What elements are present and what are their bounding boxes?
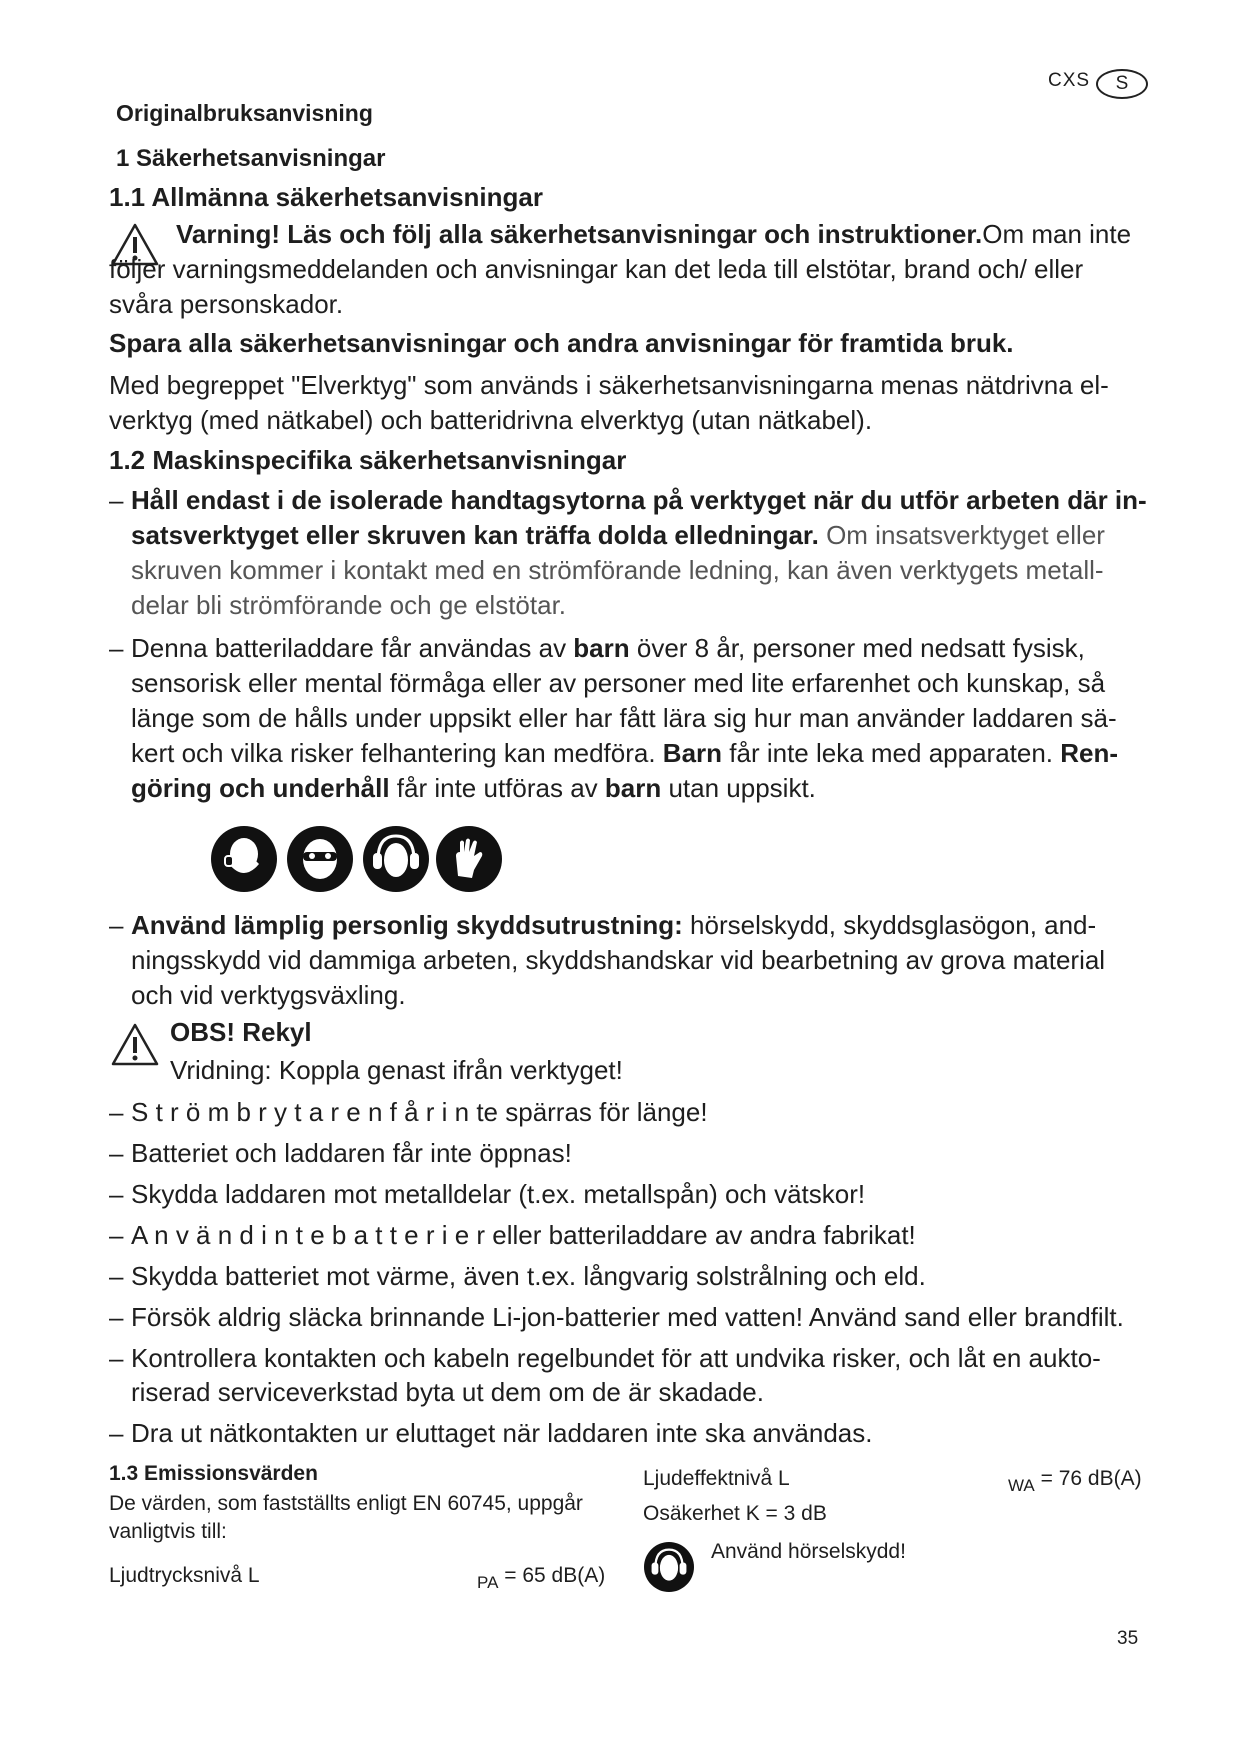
rule-text: Skydda batteriet mot värme, även t.ex. långvarig solstrålning och eld. — [131, 1261, 926, 1291]
charger-bold: barn — [604, 773, 662, 803]
insulated-grip-bold: Håll endast i de isolerade handtagsytorna på verktyget när du utför arbeten där in-satsverktyget eller skruven kan träffa dolda elledningar. — [131, 485, 1147, 550]
list-item: – Dra ut nätkontakten ur eluttaget när laddaren inte ska användas. — [109, 1418, 873, 1448]
list-item: – Använd lämplig personlig skyddsutrustning: hörselskydd, skyddsglasögon, and-ningsskydd vid dammiga arbeten, skyddshandskar vid bearbetning av grova material och vid verktygsväxling. — [109, 910, 1106, 1010]
warning-text: Om man inte följer varningsmeddelanden och anvisningar kan det leda till elstötar, brand och/ eller svåra personskador. — [109, 219, 1132, 319]
save-instructions: Spara alla säkerhetsanvisningar och andra anvisningar för framtida bruk. — [109, 328, 1014, 358]
gloves-icon — [436, 826, 502, 892]
document-title: Originalbruksanvisning — [116, 100, 373, 126]
ear-protection-icon — [644, 1542, 694, 1592]
power-tool-definition: Med begreppet "Elverktyg" som används i säkerhetsanvisningarna menas nätdrivna el-verktyg (med nätkabel) och batteridrivna elverktyg (utan nätkabel). — [109, 370, 1109, 435]
power-value: = 76 dB(A) — [1034, 1467, 1142, 1490]
rule-text: Försök aldrig släcka brinnande Li-jon-batterier med vatten! Använd sand eller brandfilt. — [131, 1302, 1124, 1332]
rule-text: Dra ut nätkontakten ur eluttaget när laddaren inte ska användas. — [131, 1418, 873, 1448]
warning-bold-text: Varning! Läs och följ alla säkerhetsanvisningar och instruktioner. — [176, 219, 983, 249]
power-subscript: WA — [1008, 1476, 1035, 1495]
list-item: – Batteriet och laddaren får inte öppnas! — [109, 1138, 572, 1168]
charger-text: får inte leka med apparaten. — [722, 738, 1061, 768]
charger-text: utan uppsikt. — [661, 773, 816, 803]
ppe-bold: Använd lämplig personlig skyddsutrustning: — [131, 910, 683, 940]
charger-text: får inte utföras av — [389, 773, 605, 803]
section-1-heading: 1 Säkerhetsanvisningar — [116, 145, 386, 172]
sound-power-label: Ljudeffektnivå L — [643, 1467, 790, 1490]
language-badge: S — [1096, 69, 1148, 99]
emission-intro: De värden, som fastställts enligt EN 60745, uppgår vanligtvis till: — [109, 1492, 583, 1543]
machine-safety-list — [109, 483, 1149, 806]
section-1-2-heading: 1.2 Maskinspecifika säkerhetsanvisningar — [109, 445, 627, 475]
pressure-value: = 65 dB(A) — [498, 1564, 606, 1587]
warning-triangle-icon — [110, 1022, 160, 1068]
recoil-title: OBS! Rekyl — [170, 1017, 312, 1047]
rule-text: Skydda laddaren mot metalldelar (t.ex. metallspån) och vätskor! — [131, 1179, 866, 1209]
list-item: – S t r ö m b r y t a r e n f å r i n te spärras för länge! — [109, 1097, 708, 1127]
list-item: – Håll endast i de isolerade handtagsytorna på verktyget när du utför arbeten där in-satsverktyget eller skruven kan träffa dolda elledningar. Om insatsverktyget eller skruven kommer i kontakt med en strömförande ledning, kan även verktygets metall-delar bli strömförande och ge elstötar. — [109, 485, 1147, 620]
recoil-text: Vridning: Koppla genast ifrån verktyget! — [170, 1055, 623, 1085]
list-item: – A n v ä n d i n t e b a t t e r i e r eller batteriladdare av andra fabrikat! — [109, 1220, 916, 1250]
rule-text: A n v ä n d i n t e b a t t e r i e r eller batteriladdare av andra fabrikat! — [131, 1220, 916, 1250]
list-item: – Försök aldrig släcka brinnande Li-jon-batterier med vatten! Använd sand eller brandfilt. — [109, 1302, 1124, 1332]
list-item: – Kontrollera kontakten och kabeln regelbundet för att undvika risker, och låt en aukto-riserad serviceverkstad byta ut dem om de är skadade. — [109, 1343, 1101, 1407]
sound-pressure-value — [477, 1562, 605, 1597]
charger-bold: Ren-göring och underhåll — [131, 738, 1119, 803]
model-code: CXS — [1048, 70, 1091, 91]
rule-text: Kontrollera kontakten och kabeln regelbundet för att undvika risker, och låt en aukto-riserad serviceverkstad byta ut dem om de är skadade. — [131, 1343, 1101, 1407]
ppe-list — [109, 908, 1149, 1013]
general-warning — [109, 217, 1149, 322]
rule-text: S t r ö m b r y t a r e n f å r i n te spärras för länge! — [131, 1097, 708, 1127]
list-item: – Skydda laddaren mot metalldelar (t.ex. metallspån) och vätskor! — [109, 1179, 866, 1209]
page-number: 35 — [1117, 1628, 1139, 1649]
safety-glasses-icon — [287, 826, 353, 892]
section-1-1-heading: 1.1 Allmänna säkerhetsanvisningar — [109, 182, 544, 212]
hearing-protection-note: Använd hörselskydd! — [711, 1540, 906, 1563]
ppe-text: hörselskydd, skyddsglasögon, and-ningsskydd vid dammiga arbeten, skyddshandskar vid bearbetning av grova material och vid verktygsväxling. — [131, 910, 1106, 1010]
list-item: – Denna batteriladdare får användas av barn över 8 år, personer med nedsatt fysisk, sensorisk eller mental förmåga eller av personer med lite erfarenhet och kunskap, så länge som de hålls under uppsikt eller har fått lära sig hur man använder laddaren sä-kert och vilka risker felhantering kan medföra. Barn får inte leka med apparaten. Ren-göring och underhåll får inte utföras av barn utan uppsikt. — [109, 633, 1119, 803]
list-item: – Skydda batteriet mot värme, även t.ex. långvarig solstrålning och eld. — [109, 1261, 926, 1291]
respirator-icon — [211, 826, 277, 892]
rule-text: Batteriet och laddaren får inte öppnas! — [131, 1138, 572, 1168]
ear-protection-icon — [363, 826, 429, 892]
sound-pressure-label: Ljudtrycksnivå L — [109, 1564, 260, 1587]
charger-bold: barn — [573, 633, 630, 663]
uncertainty: Osäkerhet K = 3 dB — [643, 1502, 827, 1525]
charger-bold: Barn — [662, 738, 723, 768]
insulated-grip-text: Om insatsverktyget eller skruven kommer i kontakt med en strömförande ledning, kan även verktygets metall-delar bli strömförande och ge elstötar. — [131, 520, 1105, 620]
section-1-3-heading: 1.3 Emissionsvärden — [109, 1462, 318, 1485]
sound-power-value — [1008, 1465, 1142, 1500]
pressure-subscript: PA — [477, 1573, 499, 1592]
charger-text: Denna batteriladdare får användas av — [131, 633, 574, 663]
battery-rules-list — [109, 1095, 1149, 1450]
charger-text: över 8 år, personer med nedsatt fysisk, sensorisk eller mental förmåga eller av personer med lite erfarenhet och kunskap, så länge som de hålls under uppsikt eller har fått lära sig hur man använder laddaren sä-kert och vilka risker felhantering kan medföra. — [131, 633, 1117, 768]
